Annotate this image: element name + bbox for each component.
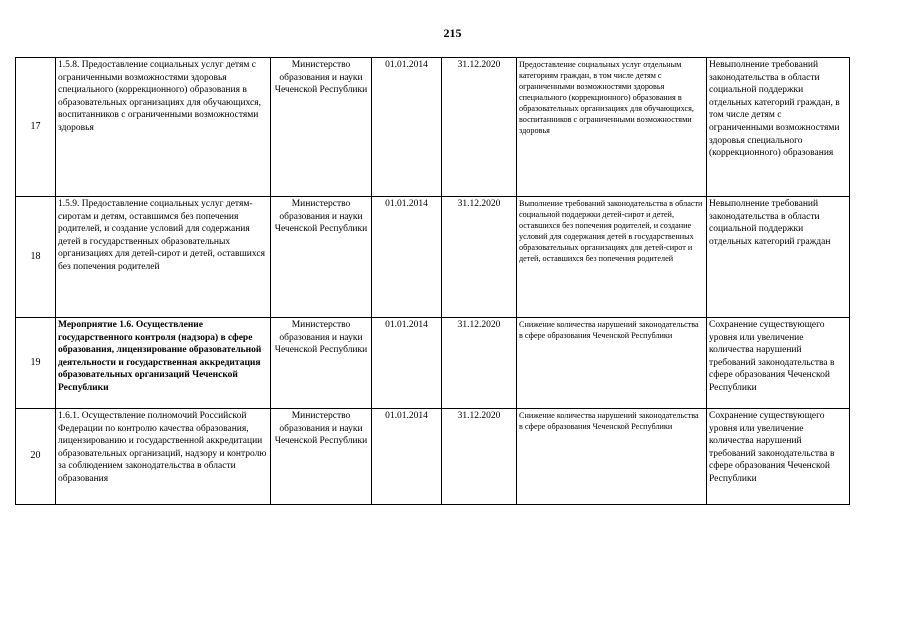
row-number: 18 <box>16 197 56 318</box>
row-number: 17 <box>16 58 56 197</box>
start-date-cell: 01.01.2014 <box>372 409 442 505</box>
consequence-cell: Невыполнение требований законодательства в области социальной поддержки отдельных категорий граждан <box>707 197 850 318</box>
activity-cell: 1.6.1. Осуществление полномочий Российской Федерации по контролю качества образования, лицензированию и государственной аккредитации образовательных организаций, надзору и контролю за соблюдением законодательства в области образования <box>56 409 271 505</box>
page-number: 215 <box>443 26 462 40</box>
result-cell: Выполнение требований законодательства в области социальной поддержки детей-сирот и детей, оставшихся без попечения родителей, и создание условий для содержания детей в государственных образовательных организациях для детей-сирот и детей, оставшихся без попечения родителей <box>517 197 707 318</box>
executor-cell: Министерство образования и науки Чеченской Республики <box>271 318 372 409</box>
program-activities-table <box>15 57 850 505</box>
end-date-cell: 31.12.2020 <box>442 409 517 505</box>
table-row <box>16 318 850 409</box>
start-date-cell: 01.01.2014 <box>372 318 442 409</box>
end-date-cell: 31.12.2020 <box>442 58 517 197</box>
end-date-cell: 31.12.2020 <box>442 197 517 318</box>
executor-cell: Министерство образования и науки Чеченской Республики <box>271 409 372 505</box>
consequence-cell: Невыполнение требований законодательства в области социальной поддержки отдельных категорий граждан, в том числе детям с ограниченными возможностями здоровья специального (коррекционного) образования <box>707 58 850 197</box>
table-row <box>16 409 850 505</box>
end-date-cell: 31.12.2020 <box>442 318 517 409</box>
activity-cell: 1.5.8. Предоставление социальных услуг детям с ограниченными возможностями здоровья специального (коррекционного) образования в образовательных организациях для обучающихся, воспитанников с ограниченными возможностями здоровья <box>56 58 271 197</box>
activity-cell: 1.5.9. Предоставление социальных услуг детям-сиротам и детям, оставшимся без попечения родителей, и создание условий для содержания детей в государственных образовательных организациях для детей-сирот и детей, оставшихся без попечения родителей <box>56 197 271 318</box>
consequence-cell: Сохранение существующего уровня или увеличение количества нарушений требований законодательства в сфере образования Чеченской Республики <box>707 318 850 409</box>
executor-cell: Министерство образования и науки Чеченской Республики <box>271 197 372 318</box>
start-date-cell: 01.01.2014 <box>372 58 442 197</box>
consequence-cell: Сохранение существующего уровня или увеличение количества нарушений требований законодательства в сфере образования Чеченской Республики <box>707 409 850 505</box>
result-cell: Предоставление социальных услуг отдельным категориям граждан, в том числе детям с ограниченными возможностями здоровья специального (коррекционного) образования в образовательных организациях для обучающихся, воспитанников с ограниченными возможностями здоровья <box>517 58 707 197</box>
activity-cell: Мероприятие 1.6. Осуществление государственного контроля (надзора) в сфере образования, лицензирование образовательной деятельности и государственная аккредитация образовательных организаций Чеченской Республики <box>56 318 271 409</box>
row-number: 19 <box>16 318 56 409</box>
result-cell: Снижение количества нарушений законодательства в сфере образования Чеченской Республики <box>517 409 707 505</box>
row-number: 20 <box>16 409 56 505</box>
executor-cell: Министерство образования и науки Чеченской Республики <box>271 58 372 197</box>
start-date-cell: 01.01.2014 <box>372 197 442 318</box>
result-cell: Снижение количества нарушений законодательства в сфере образования Чеченской Республики <box>517 318 707 409</box>
table-row <box>16 58 850 197</box>
table-row <box>16 197 850 318</box>
